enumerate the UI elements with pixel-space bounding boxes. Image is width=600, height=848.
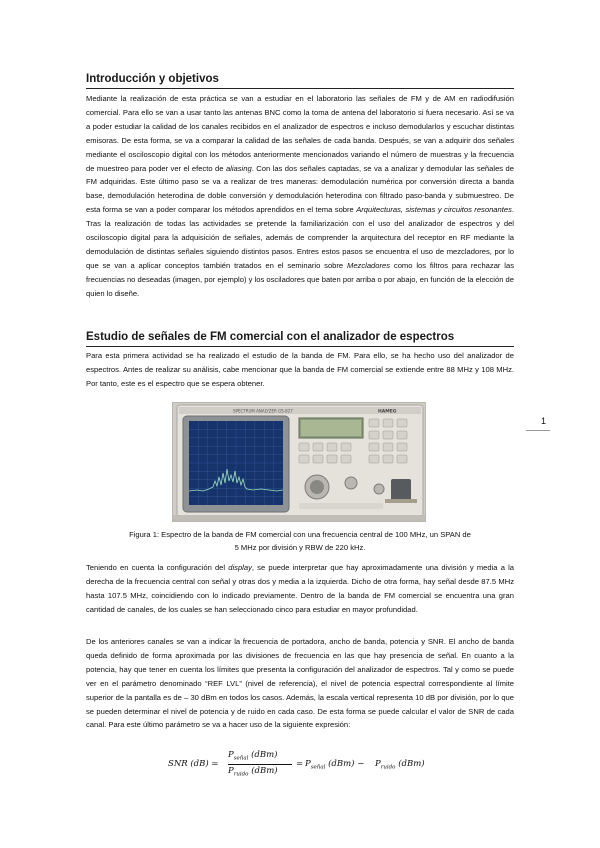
text-run: . Tras la realización de todas las actividades se pretende la familiarización con el uso del analizador de espectros y del osciloscopio digital para la adquisición de señales, además de comprender la arquitectura del receptor en RF mediante la demodulación de distintas señales siguiendo distintos pasos. Entres estos pasos se encuentra el uso de mezcladores, por lo que se van a aplicar conceptos también tratados en el seminario sobre — [86, 205, 514, 270]
text-run: Teniendo en cuenta la configuración del — [86, 563, 229, 572]
text-run: . Con las dos señales captadas, se va a analizar y demodular las señales de FM adquiridas. Este último paso se va a realizar de tres maneras: demodulación numérica por conversión directa a banda base, demodulación heterodina de doble conversión y demodulación heterodina con filtrado paso-banda y submuestreo. De esta forma se van a poder comparar los métodos aprendidos en el tema sobre — [86, 163, 514, 215]
figure-caption — [100, 528, 500, 554]
paragraph-introduccion — [86, 92, 514, 301]
formula-equals: = — [296, 759, 304, 769]
italic-text-run: Mezcladores — [347, 260, 391, 270]
paragraph-canales: De los anteriores canales se van a indicar la frecuencia de portadora, ancho de banda, potencia y SNR. El ancho de banda queda definido de forma aproximada por las divisiones de frecuencia en las que hay presencia de señal. En cuanto a la potencia, hay que tener en cuenta los límites que presenta la configuración del analizador de espectros. Tal y como se puede ver en el parámetro denominado “REF LVL” (nivel de referencia), el nivel de potencia espectral correspondiente al límite superior de la pantalla es de – 30 dBm en todos los casos. Además, la escala vertical representa 10 dB por división, por lo que se pueden determinar el nivel de potencia y de ruido en cada caso. De esta forma se puede calcular el valor de SNR de cada canal. Para este último parámetro se va a hacer uso de la siguiente expresión: — [86, 637, 514, 730]
paragraph-display-config — [86, 561, 514, 617]
spectrum-analyzer-illustration — [173, 403, 426, 522]
text-run: como los filtros para rechazar las frecuencias no deseadas (imagen, por ejemplo) y los osciladores que baten por arriba o por abajo, en función de la elección de quien lo diseñe. — [86, 260, 514, 298]
snr-formula — [168, 749, 448, 781]
formula-denominator: $P_{ruido}$ (dBm) — [228, 766, 278, 778]
text-run: , se puede interpretar que hay aproximadamente una división y media a la derecha de la frecuencia central con señal y otras dos y media a la izquierda. Dicho de otra forma, hay señal desde 87.5 MHz hasta 107.5 MHz, coincidiendo con lo indicado previamente. Dentro de la banda de FM comercial se encuentra una gran cantidad de canales, de los cuales se han seleccionado cinco para estudiar en mayor profundidad. — [86, 563, 514, 614]
formula-fraction-bar — [228, 764, 292, 765]
section-heading-estudio-fm: Estudio de señales de FM comercial con el analizador de espectros — [86, 330, 514, 347]
formula-numerator: $P_{señal}$ (dBm) — [228, 750, 278, 762]
spectrum-analyzer-photo — [172, 402, 426, 522]
page-number-rule — [526, 430, 550, 431]
italic-text-run: display — [228, 563, 252, 572]
instrument-model-label: SPECTRUM ANALYZER GS-827 — [233, 408, 293, 414]
text-run: Mediante la realización de esta práctica se van a estudiar en el laboratorio las señales de FM y de AM en radiodifusión comercial. Para ello se van a usar tanto las antenas BNC como la toma de antena del laboratorio si fuera necesario. Así se va a poder estudiar la calidad de los canales recibidos en el analizador de espectros e incluso demodularlos y escuchar distintas emisoras. De esta forma, se va a comparar la calidad de las señales de cada banda. Después, se van a adquirir dos señales mediante el osciloscopio digital con los métodos anteriormente mencionados variando el número de muestras y la frecuencia de muestreo para poder ver el efecto de — [86, 94, 514, 173]
figure-caption-line-1: Figura 1: Espectro de la banda de FM comercial con una frecuencia central de 100 MHz, un SPAN de — [129, 530, 471, 539]
paragraph-estudio-fm-intro: Para esta primera actividad se ha realizado el estudio de la banda de FM. Para ello, se ha hecho uso del analizador de espectros. Antes de realizar su análisis, cabe mencionar que la banda de FM comercial se extiende entre 88 MHz y 108 MHz. Por tanto, este es el espectro que se espera obtener. — [86, 351, 514, 388]
formula-rhs-signal: $P_{señal}$ (dBm) − — [305, 759, 365, 771]
italic-text-run: aliasing — [225, 163, 252, 173]
section-heading-introduccion: Introducción y objetivos — [86, 72, 514, 89]
page-number: 1 — [541, 416, 547, 426]
formula-rhs-noise: $P_{ruido}$ (dBm) — [375, 759, 425, 771]
formula-lhs: SNR (dB) = — [168, 759, 219, 769]
italic-text-run: Arquitecturas, sistemas y circuitos resonantes — [356, 205, 512, 215]
figure-caption-line-2: 5 MHz por división y RBW de 220 kHz. — [234, 543, 366, 552]
instrument-brand-label: HAMEG — [378, 409, 397, 415]
